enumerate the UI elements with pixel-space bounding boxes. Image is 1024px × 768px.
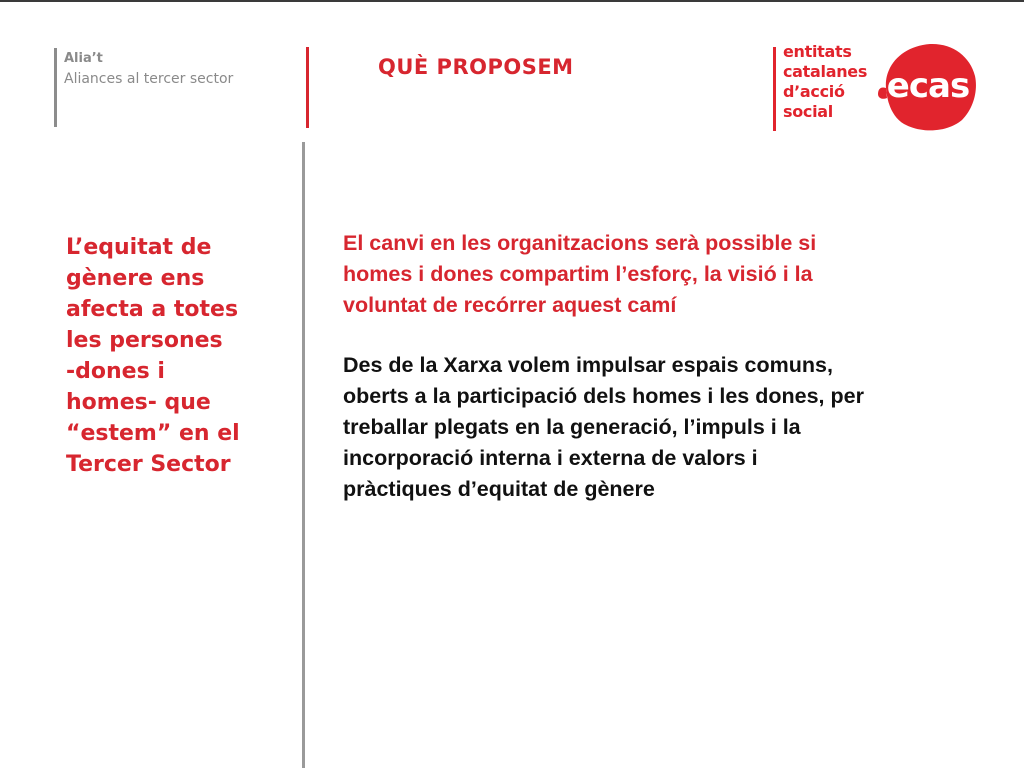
logo-line: catalanes	[783, 62, 868, 81]
side-quote-line: L’equitat de	[66, 235, 212, 260]
vertical-divider	[302, 142, 305, 768]
side-quote-line: gènere ens	[66, 266, 205, 291]
ecas-logo-icon	[878, 42, 978, 132]
logo-text	[783, 42, 867, 122]
page-title: QUÈ PROPOSEM	[378, 55, 574, 79]
paragraph-line: voluntat de recórrer aquest camí	[343, 293, 677, 317]
logo-line: d’acció	[783, 82, 845, 101]
paragraph-line: treballar plegats en la generació, l’impuls i la	[343, 415, 801, 439]
logo-wordmark: ecas	[886, 66, 970, 106]
logo-line: entitats	[783, 42, 852, 61]
brand-subtitle: Aliances al tercer sector	[64, 71, 234, 87]
proposal-paragraph-black	[343, 350, 993, 505]
paragraph-line: El canvi en les organitzacions serà possible si	[343, 231, 817, 255]
paragraph-line: oberts a la participació dels homes i les dones, per	[343, 384, 864, 408]
paragraph-line: pràctiques d’equitat de gènere	[343, 477, 655, 501]
paragraph-line: incorporació interna i externa de valors i	[343, 446, 758, 470]
side-quote-line: les persones	[66, 328, 223, 353]
brand-name: Alia’t	[64, 51, 103, 66]
top-rule	[0, 0, 1024, 2]
title-accent-bar	[306, 47, 309, 128]
paragraph-line: Des de la Xarxa volem impulsar espais comuns,	[343, 353, 833, 377]
side-quote-line: “estem” en el	[66, 421, 240, 446]
proposal-paragraph-red	[343, 228, 973, 321]
side-quote	[66, 232, 291, 480]
brand-accent-bar	[54, 48, 57, 127]
side-quote-line: Tercer Sector	[66, 452, 231, 477]
side-quote-line: afecta a totes	[66, 297, 239, 322]
logo-line: social	[783, 102, 833, 121]
paragraph-line: homes i dones compartim l’esforç, la visió i la	[343, 262, 813, 286]
logo-accent-bar	[773, 47, 776, 131]
side-quote-line: -dones i	[66, 359, 165, 384]
side-quote-line: homes- que	[66, 390, 211, 415]
ecas-logo	[773, 42, 978, 132]
